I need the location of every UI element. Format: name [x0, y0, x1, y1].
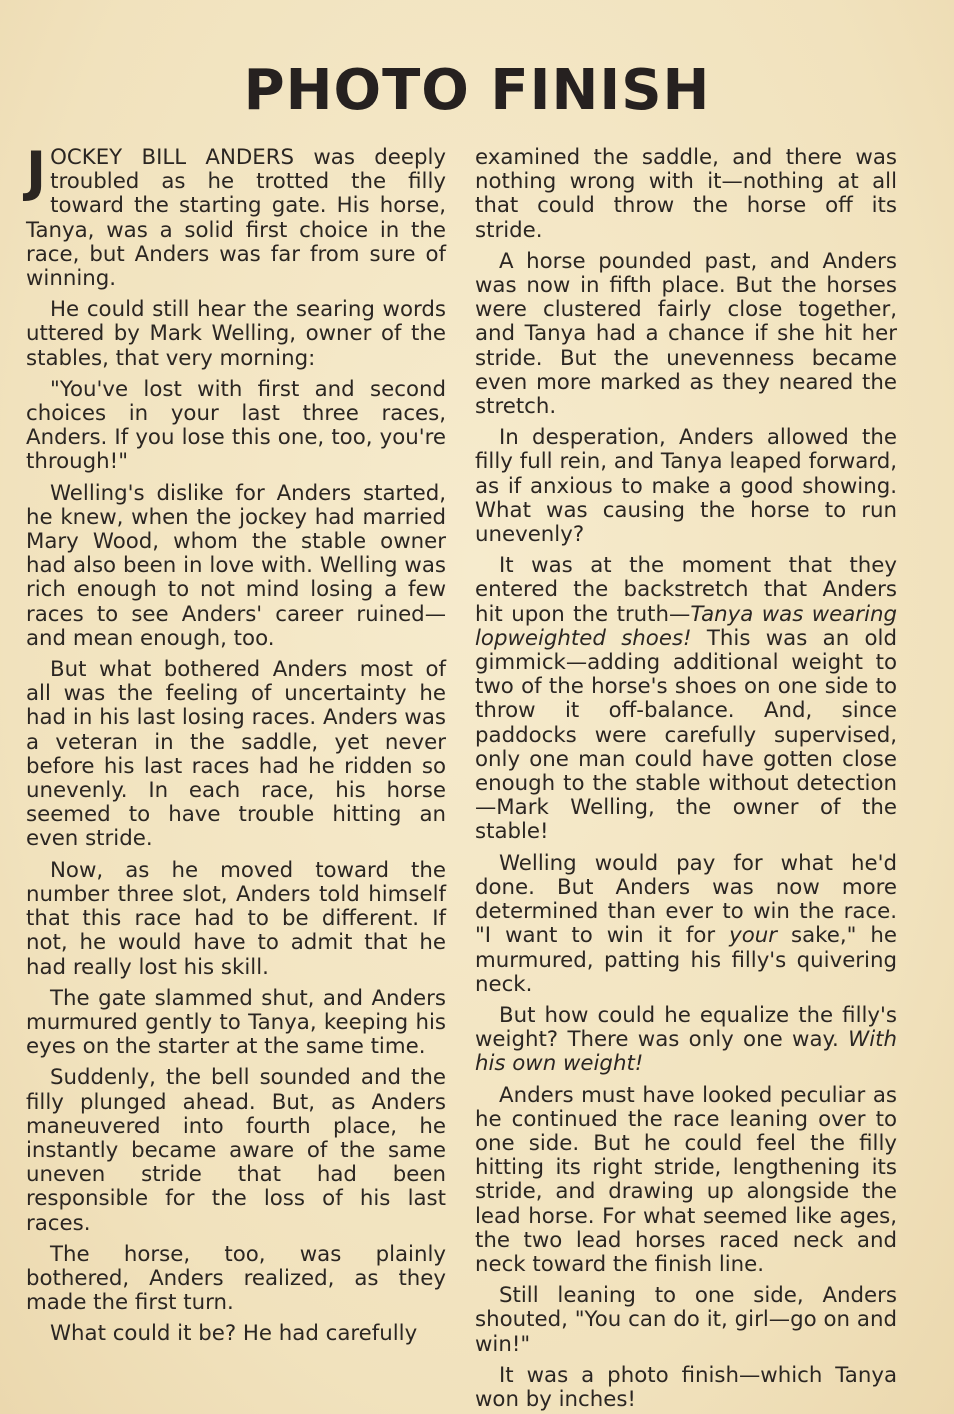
- paragraph: It was a photo finish—which Tanya won by inches!: [475, 1362, 897, 1412]
- italic-text: your: [729, 923, 778, 949]
- paragraph: "You've lost with first and second choices in your last three races, Anders. If you lose this one, too, you're through!": [26, 376, 446, 475]
- drop-cap: J: [26, 140, 47, 203]
- paragraph: The horse, too, was plainly bothered, Anders realized, as they made the first turn.: [26, 1241, 446, 1316]
- paragraph: [475, 1004, 897, 1077]
- paragraph-text: Welling would pay for what he'd done. But Anders was now more determined than ever to win the race. "I want to win it for: [475, 850, 897, 949]
- italic-text: Tanya was wearing lopweighted shoes!: [475, 601, 897, 651]
- left-column: [26, 140, 446, 1396]
- paragraph-text: It was at the moment that they entered the backstretch that Anders hit upon the truth—: [475, 553, 897, 627]
- paragraph: [475, 554, 897, 844]
- paragraph: The gate slammed shut, and Anders murmured gently to Tanya, keeping his eyes on the starter at the same time.: [26, 985, 446, 1060]
- paragraph: In desperation, Anders allowed the filly full rein, and Tanya leaped forward, as if anxious to make a good showing. What was causing the horse to run unevenly?: [475, 425, 897, 548]
- story-title: PHOTO FINISH: [243, 58, 711, 123]
- paragraph-text: sake," he murmured, patting his filly's quivering neck.: [475, 923, 897, 997]
- paragraph: Still leaning to one side, Anders shouted, "You can do it, girl—go on and win!": [475, 1283, 897, 1357]
- paragraph: Suddenly, the bell sounded and the filly plunged ahead. But, as Anders maneuvered into fourth place, he instantly became aware of the same uneven stride that had been responsible for the loss of his last races.: [26, 1065, 446, 1236]
- paragraph-text: But how could he equalize the filly's weight? There was only one way.: [475, 1002, 897, 1053]
- paragraph-text: This was an old gimmick—adding additional weight to two of the horse's shoes on one side to throw it off-balance. And, since paddocks were carefully supervised, only one man could have gotten close enough to the stable without detection—Mark Welling, the owner of the stable!: [475, 625, 897, 845]
- paragraph-text: OCKEY BILL ANDERS was deeply troubled as he trotted the filly toward the starting gate. His horse, Tanya, was a solid first choice in the race, but Anders was far from sure of winning.: [26, 145, 446, 292]
- paragraph: [475, 852, 897, 997]
- paragraph: examined the saddle, and there was nothing wrong with it—nothing at all that could throw the horse off its stride.: [475, 145, 897, 243]
- paragraph: A horse pounded past, and Anders was now in fifth place. But the horses were clustered fairly close together, and Tanya had a chance if she hit her stride. But the unevenness became even more marked as they neared the stretch.: [475, 248, 897, 420]
- right-column: [475, 145, 897, 1412]
- paragraph: But what bothered Anders most of all was the feeling of uncertainty he had in his last losing races. Anders was a veteran in the saddle, yet never before his last races had he ridden so unevenly. In each race, his horse seemed to have trouble hitting an even stride.: [26, 657, 446, 852]
- paragraph: Welling's dislike for Anders started, he knew, when the jockey had married Mary Wood, whom the stable owner had also been in love with. Welling was rich enough to not mind losing a few races to see Anders' career ruined—and mean enough, too.: [26, 480, 446, 651]
- paragraph: What could it be? He had carefully: [50, 1321, 418, 1347]
- paragraph: [26, 140, 446, 292]
- paragraph: Now, as he moved toward the number three slot, Anders told himself that this race had to be different. If not, he would have to admit that he had really lost his skill.: [26, 857, 446, 980]
- italic-text: With his own weight!: [475, 1027, 897, 1077]
- paragraph: Anders must have looked peculiar as he continued the race leaning over to one side. But he could feel the filly hitting its right stride, lengthening its stride, and drawing up alongside the lead horse. For what seemed like ages, the two lead horses raced neck and neck toward the finish line.: [475, 1082, 897, 1277]
- paragraph: He could still hear the searing words uttered by Mark Welling, owner of the stables, that very morning:: [26, 297, 446, 371]
